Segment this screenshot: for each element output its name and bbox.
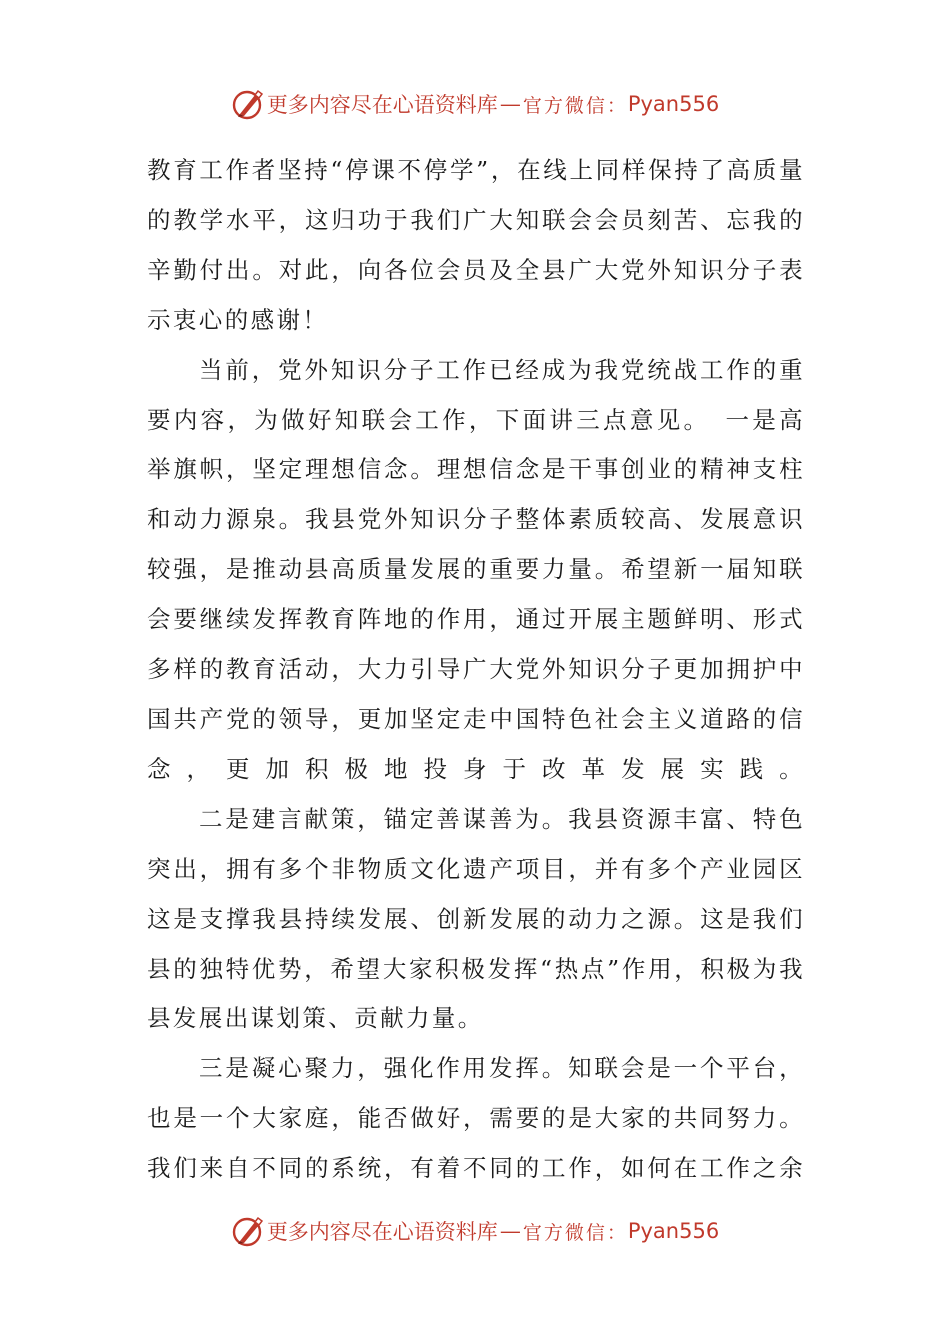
paragraph-1: 教育工作者坚持“停课不停学”，在线上同样保持了高质量的教学水平，这归功于我们广大知联会会员刻苦、忘我的辛勤付出。对此，向各位会员及全县广大党外知识分子表示衷心的感谢！ — [147, 156, 805, 334]
paragraph-3: 二是建言献策，锚定善谋善为。我县资源丰富、特色突出，拥有多个非物质文化遗产项目，并有多个产业园区这是支撑我县持续发展、创新发展的动力之源。这是我们县的独特优势，希望大家积极发挥“热点”作用，积极为我县发展出谋划策、贡献力量。 — [147, 804, 805, 1033]
watermark-dash: — — [499, 1219, 521, 1243]
paragraph-4: 三是凝心聚力，强化作用发挥。知联会是一个平台，也是一个大家庭，能否做好，需要的是大家的共同努力。我们来自不同的系统，有着不同的工作，如何在工作之余 — [147, 1054, 805, 1183]
watermark-wechat-id: Pyan556 — [627, 1219, 720, 1243]
paragraph-2: 当前，党外知识分子工作已经成为我党统战工作的重要内容，为做好知联会工作，下面讲三点意见。 一是高举旗帜，坚定理想信念。理想信念是干事创业的精神支柱和动力源泉。我县党外知识分子整体素质较高、发展意识较强，是推动县高质量发展的重要力量。希望新一届知联会要继续发挥教育阵地的作用，通过开展主题鲜明、形式多样的教育活动，大力引导广大党外知识分子更加拥护中国共产党的领导，更加坚定走中国特色社会主义道路的信念，更加积极地投身于改革发展实践。 — [147, 355, 805, 783]
watermark-wechat-label: 官方微信： — [522, 1221, 628, 1244]
header-watermark — [0, 82, 950, 126]
watermark-wechat-id: Pyan556 — [627, 92, 720, 116]
footer-watermark — [0, 1209, 950, 1253]
watermark-text: 更多内容尽在心语资料库 — [266, 1220, 498, 1244]
pen-circle-logo-icon — [231, 1214, 265, 1248]
document-body — [147, 146, 805, 1194]
watermark-dash: — — [499, 92, 521, 116]
watermark-text: 更多内容尽在心语资料库 — [266, 93, 498, 117]
watermark-wechat-label: 官方微信： — [522, 94, 628, 117]
pen-circle-logo-icon — [231, 87, 265, 121]
